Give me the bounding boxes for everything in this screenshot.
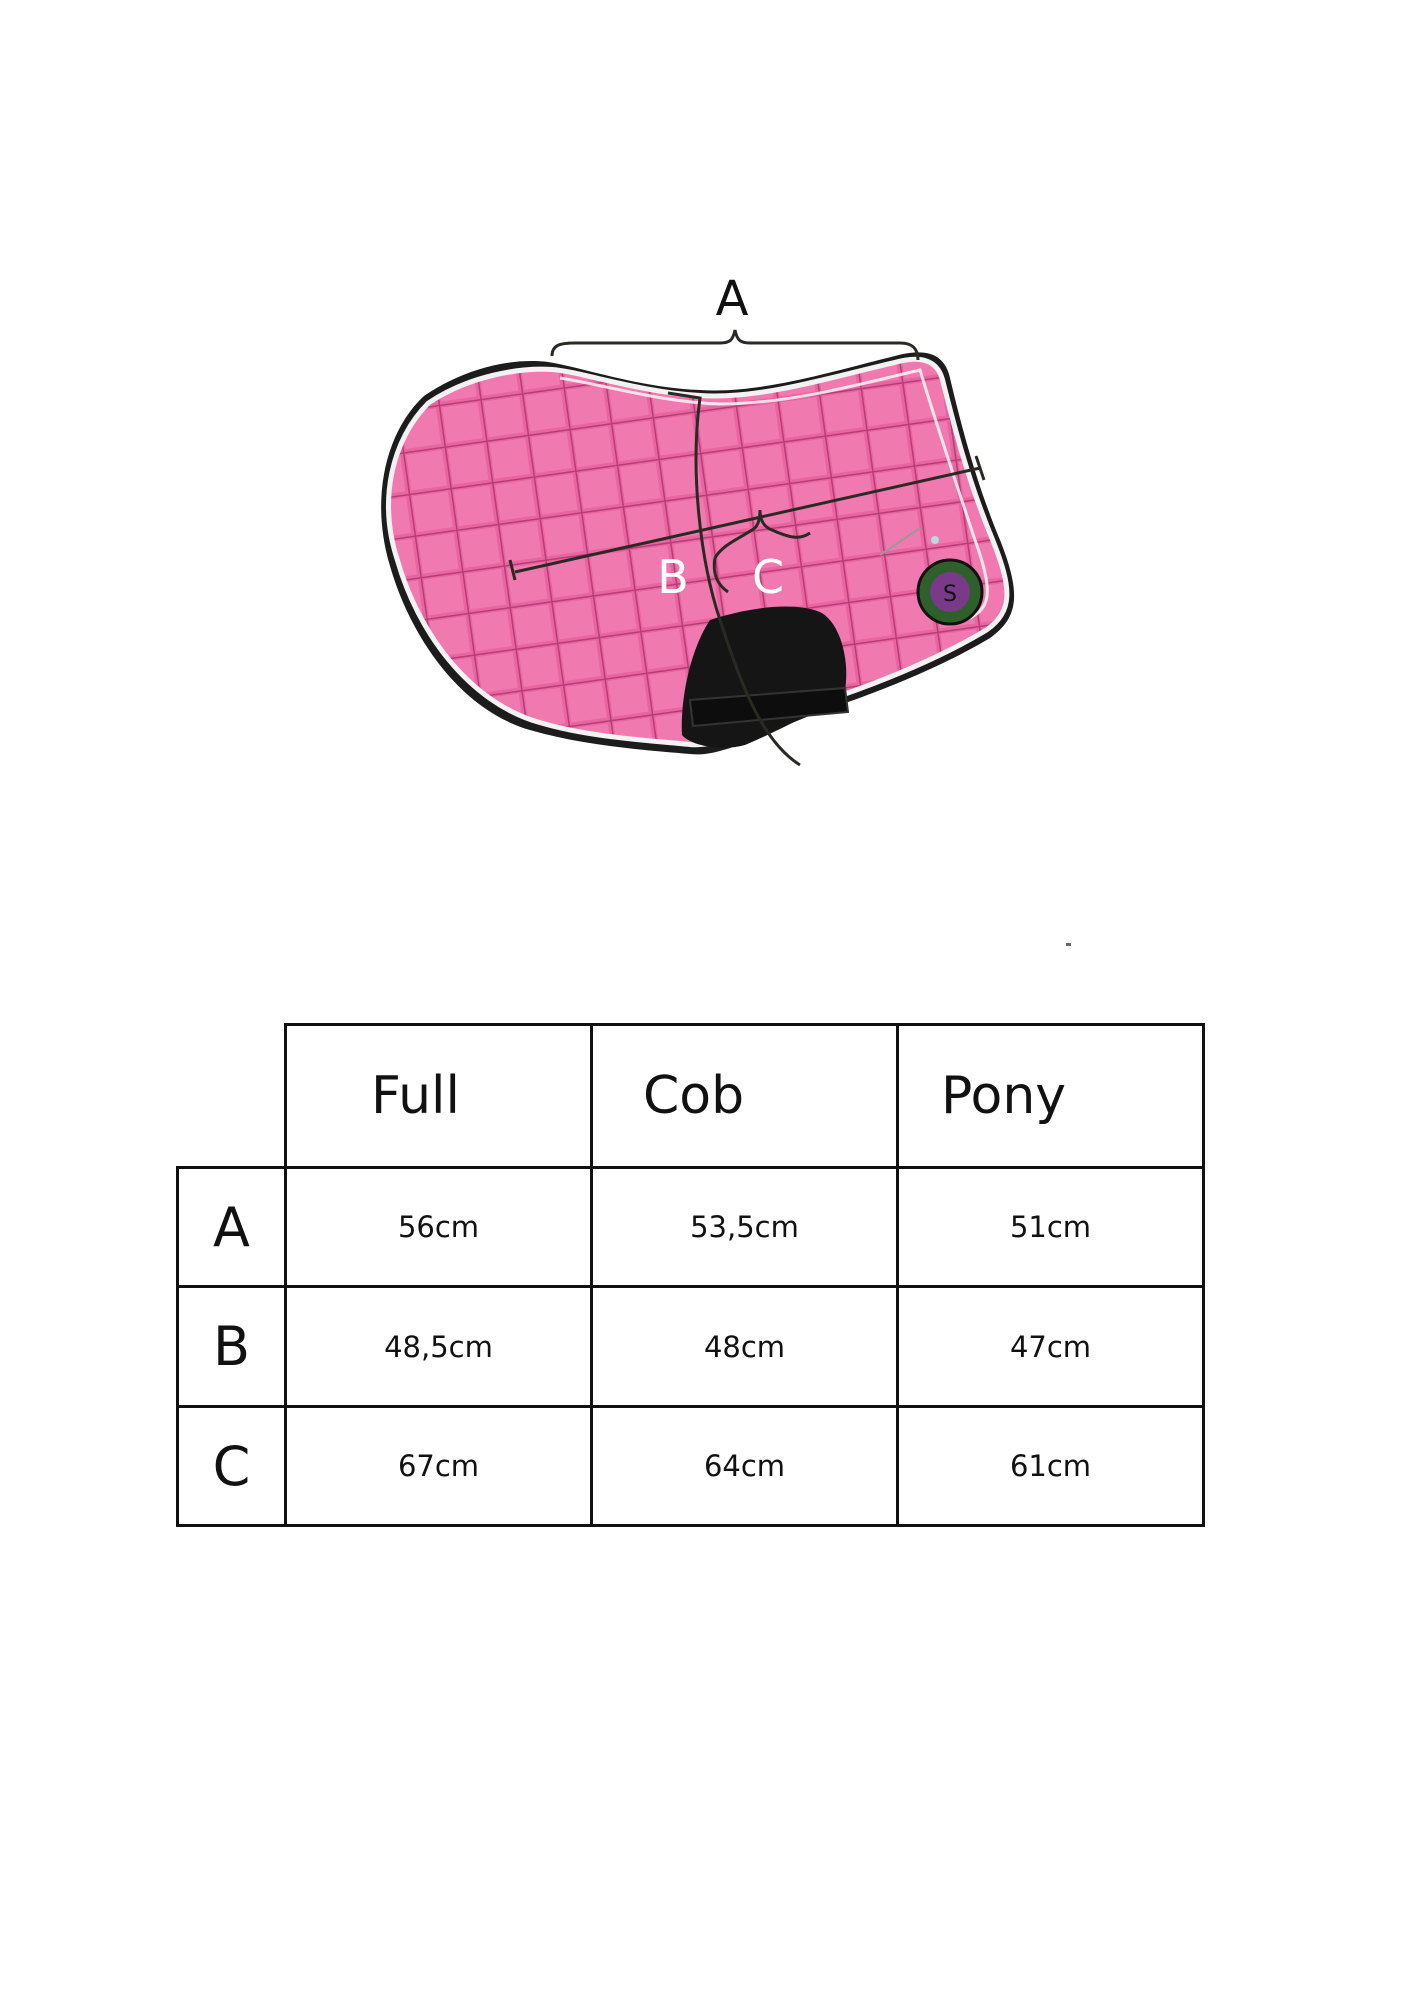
column-header-label: Pony	[941, 1066, 1067, 1126]
table-row	[178, 1168, 1204, 1287]
row-header-c: C	[178, 1407, 286, 1526]
table-cell: 48cm	[592, 1287, 898, 1407]
label-a: A	[715, 271, 749, 327]
column-header-label: Cob	[643, 1066, 745, 1126]
table-row	[178, 1287, 1204, 1407]
size-table	[176, 1023, 1205, 1527]
svg-text:S: S	[943, 582, 957, 607]
table-cell: 53,5cm	[592, 1168, 898, 1287]
column-header-cob	[592, 1025, 898, 1168]
table-cell: 64cm	[592, 1407, 898, 1526]
speck	[1066, 943, 1071, 946]
measure-a-brace	[552, 330, 918, 360]
row-header-a: A	[178, 1168, 286, 1287]
table-cell: 51cm	[898, 1168, 1204, 1287]
table-cell: 48,5cm	[286, 1287, 592, 1407]
table-row	[178, 1407, 1204, 1526]
label-b: B	[657, 550, 689, 604]
table-header-row	[178, 1025, 1204, 1168]
table-cell: 67cm	[286, 1407, 592, 1526]
column-header-full	[286, 1025, 592, 1168]
column-header-label: Full	[371, 1066, 460, 1126]
column-header-pony	[898, 1025, 1204, 1168]
table-corner	[178, 1025, 286, 1168]
table-cell: 47cm	[898, 1287, 1204, 1407]
table-cell: 56cm	[286, 1168, 592, 1287]
table-cell: 61cm	[898, 1407, 1204, 1526]
row-header-b: B	[178, 1287, 286, 1407]
label-c: C	[751, 550, 785, 604]
saddle-pad-diagram	[0, 0, 1414, 960]
